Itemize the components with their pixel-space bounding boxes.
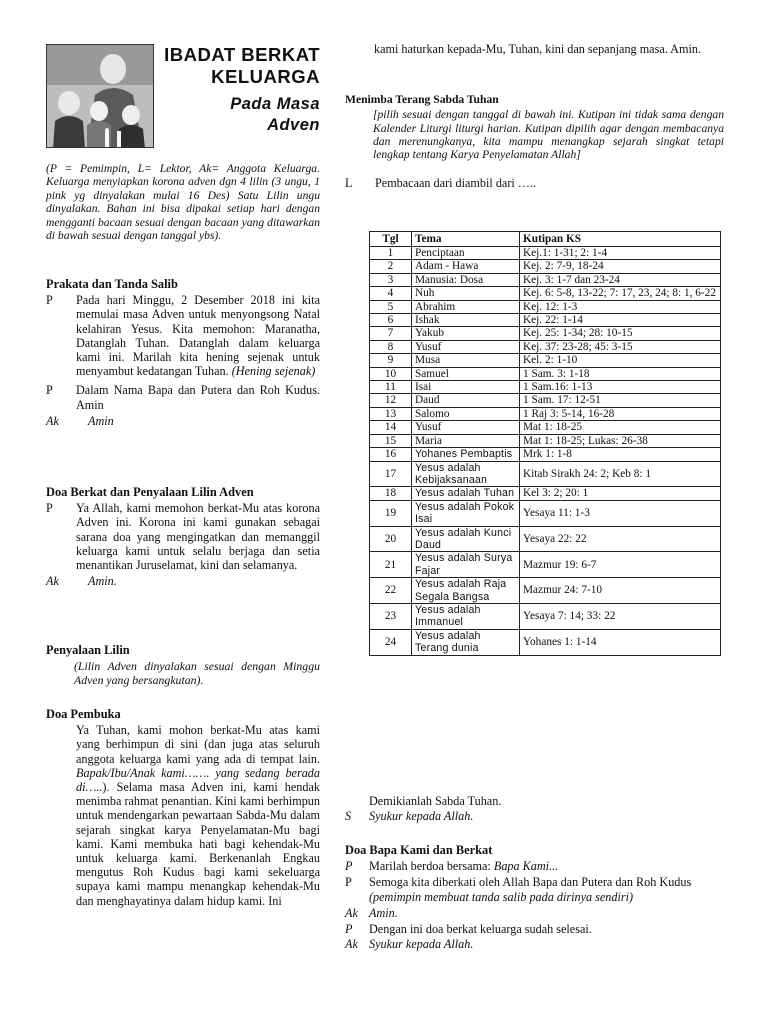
cell-tgl: 23: [370, 603, 412, 629]
cell-kutipan: 1 Raj 3: 5-14, 16-28: [520, 407, 721, 420]
cell-kutipan: Yesaya 11: 1-3: [520, 500, 721, 526]
cell-tema: Ishak: [412, 314, 520, 327]
cell-tema: Nuh: [412, 287, 520, 300]
cell-tgl: 13: [370, 407, 412, 420]
cell-tema: Manusia: Dosa: [412, 273, 520, 286]
speaker-label: Ak: [46, 574, 59, 589]
cell-kutipan: Mat 1: 18-25: [520, 421, 721, 434]
table-row: [370, 367, 721, 380]
section-doa-pembuka: [46, 707, 320, 908]
doa-berkat-ak-text: Amin.: [88, 574, 117, 589]
cell-tgl: 17: [370, 461, 412, 487]
cell-tema: Yesus adalah Terang dunia: [412, 629, 520, 655]
cell-kutipan: Yesaya 7: 14; 33: 22: [520, 603, 721, 629]
cell-tgl: 19: [370, 500, 412, 526]
doa-bapa-line-1-italic: Bapa Kami...: [493, 859, 559, 874]
table-row: [370, 487, 721, 500]
doa-berkat-heading: Doa Berkat dan Penyalaan Lilin Adven: [46, 485, 254, 499]
after-table-s: [345, 809, 724, 823]
document-header: [46, 44, 320, 150]
cell-tgl: 4: [370, 287, 412, 300]
cell-kutipan: Kej. 6: 5-8, 13-22; 7: 17, 23, 24; 8: 1, 6-22: [520, 287, 721, 300]
table-row: [370, 340, 721, 353]
cell-tema: Adam - Hawa: [412, 260, 520, 273]
table-header-kutipan: Kutipan KS: [520, 232, 721, 247]
table-row: [370, 552, 721, 578]
cell-kutipan: Kel 3: 2; 20: 1: [520, 487, 721, 500]
prakata-p1-italic: (Hening sejenak): [231, 364, 316, 379]
prakata-ak-text: Amin: [88, 413, 114, 428]
doa-bapa-line-2-italic: (pemimpin membuat tanda salib pada dirinya sendiri): [369, 889, 634, 904]
section-doa-berkat: [46, 485, 320, 588]
document-title: [164, 44, 320, 88]
speaker-label: P: [46, 383, 53, 398]
doa-bapa-line-4-text: Dengan ini doa berkat keluarga sudah selesai.: [369, 922, 592, 937]
cell-tema: Daud: [412, 394, 520, 407]
cell-tgl: 16: [370, 448, 412, 461]
doa-berkat-text: Ya Allah, kami memohon berkat-Mu atas korona Adven ini. Korona ini kami gunakan sebagai sarana doa yang mengingatkan dan memanggil keluarga kami untuk selalu berjaga dan setia menantikan Juruselamat, kini dan selamanya.: [76, 501, 320, 573]
section-penyalaan: [46, 643, 320, 687]
cell-tema: Maria: [412, 434, 520, 447]
cell-kutipan: Kej. 3: 1-7 dan 23-24: [520, 273, 721, 286]
cell-kutipan: Yesaya 22: 22: [520, 526, 721, 552]
table-row: [370, 603, 721, 629]
speaker-label: Ak: [46, 413, 59, 428]
cell-tgl: 3: [370, 273, 412, 286]
doa-pembuka-part-a: Ya Tuhan, kami mohon berkat-Mu atas kami yang berhimpun di sini (dan juga atas seluruh anggota keluarga kami yang ada di tempat lain.: [76, 723, 320, 766]
cell-tgl: 9: [370, 354, 412, 367]
cell-tema: Penciptaan: [412, 247, 520, 260]
cell-tema: Yusuf: [412, 340, 520, 353]
table-row: [370, 394, 721, 407]
cell-tema: Abrahim: [412, 300, 520, 313]
doa-bapa-line-2-text: [369, 875, 724, 903]
cell-tema: Yesus adalah Raja Segala Bangsa: [412, 578, 520, 604]
prakata-p2-text: Dalam Nama Bapa dan Putera dan Roh Kudus. Amin: [76, 383, 320, 412]
table-row: [370, 526, 721, 552]
cell-tgl: 7: [370, 327, 412, 340]
cell-tgl: 24: [370, 629, 412, 655]
table-row: [370, 354, 721, 367]
table-header-tgl: Tgl: [370, 232, 412, 247]
cell-tgl: 14: [370, 421, 412, 434]
doa-bapa-line-2: [345, 875, 724, 903]
doa-bapa-line-4: [345, 922, 724, 936]
speaker-label: Ak: [345, 937, 358, 952]
doa-pembuka-part-b: ). Selama masa Adven ini, kami hendak menimba rahmat penantian. Kini kami berhimpun untuk mendengarkan pewartaan Sabda-Mu dalam sejarah singkat karya Penyelamatan-Mu bagi kami. Kami membuka hati bagi kehendak-Mu untuk keluarga kami. Berkenanlah Engkau mengutus Roh Kudus bagi kami sekeluarga supaya kami mampu menangkap kehendak-Mu dan menghayatinya dalam hidup kami. Ini: [76, 780, 320, 908]
cell-tema: Yakub: [412, 327, 520, 340]
after-table-s-text: Syukur kepada Allah.: [369, 809, 474, 824]
table-row: [370, 448, 721, 461]
speaker-label: P: [345, 922, 353, 937]
table-row: [370, 461, 721, 487]
speaker-label: P: [345, 859, 353, 874]
cell-kutipan: Kej. 25: 1-34; 28: 10-15: [520, 327, 721, 340]
cell-tgl: 2: [370, 260, 412, 273]
table-header-tema: Tema: [412, 232, 520, 247]
doa-pembuka-continued: kami haturkan kepada-Mu, Tuhan, kini dan sepanjang masa. Amin.: [374, 42, 701, 56]
table-row: [370, 273, 721, 286]
doa-bapa-line-5-text: Syukur kepada Allah.: [369, 937, 474, 952]
doa-pembuka-heading: Doa Pembuka: [46, 707, 121, 721]
table-row: [370, 314, 721, 327]
family-photo: [46, 44, 154, 148]
menimba-heading: Menimba Terang Sabda Tuhan: [345, 93, 499, 106]
cell-kutipan: Kitab Sirakh 24: 2; Keb 8: 1: [520, 461, 721, 487]
cell-tema: Yohanes Pembaptis: [412, 448, 520, 461]
penyalaan-text: (Lilin Adven dinyalakan sesuai dengan Minggu Adven yang bersangkutan).: [74, 659, 320, 688]
cell-tema: Yesus adalah Immanuel: [412, 603, 520, 629]
doa-bapa-line-2-body: Semoga kita diberkati oleh Allah Bapa dan Putera dan Roh Kudus: [369, 875, 692, 890]
title-line-1: IBADAT BERKAT: [164, 44, 320, 65]
cell-kutipan: Kej. 2: 7-9, 18-24: [520, 260, 721, 273]
cell-kutipan: 1 Sam. 3: 1-18: [520, 367, 721, 380]
cell-tgl: 20: [370, 526, 412, 552]
section-prakata: [46, 277, 320, 428]
doa-bapa-heading: Doa Bapa Kami dan Berkat: [345, 843, 493, 857]
cell-kutipan: Kej. 22: 1-14: [520, 314, 721, 327]
speaker-label: P: [345, 875, 352, 890]
table-header-row: [370, 232, 721, 247]
speaker-label: S: [345, 809, 352, 824]
table-row: [370, 327, 721, 340]
intro-note: (P = Pemimpin, L= Lektor, Ak= Anggota Keluarga. Keluarga menyiapkan korona adven dgn 4 lilin (3 ungu, 1 pink yg dinyalakan mulai 16 Des) Satu Lilin ungu dinyalakan. Bahan ini bisa dipakai setiap hari dengan mengganti bacaan sesuai dengan bacaan yang ditawarkan di bawah sesuai dengan tanggal ybs).: [46, 162, 320, 243]
cell-kutipan: 1 Sam. 17: 12-51: [520, 394, 721, 407]
cell-tema: Yesus adalah Tuhan: [412, 487, 520, 500]
reading-table: [369, 231, 721, 656]
doa-bapa-line-1-body: Marilah berdoa bersama:: [369, 859, 491, 874]
doa-berkat-ak: [46, 574, 320, 588]
table-row: [370, 247, 721, 260]
cell-kutipan: Mazmur 19: 6-7: [520, 552, 721, 578]
cell-tgl: 8: [370, 340, 412, 353]
family-photo-illustration: [47, 45, 154, 148]
table-row: [370, 381, 721, 394]
prakata-p1-body: Pada hari Minggu, 2 Desember 2018 ini kita memulai masa Adven untuk menyongsong Natal kelahiran Yesus. Kita memohon: Maranatha, Datanglah Tuhan. Datanglah dalam keluarga kami ini. Marilah kita hening sejenak untuk menyambut kedatangan Tuhan.: [76, 293, 320, 379]
cell-tema: Yesus adalah Kunci Daud: [412, 526, 520, 552]
cell-tema: Yesus adalah Pokok Isai: [412, 500, 520, 526]
prakata-heading: Prakata dan Tanda Salib: [46, 277, 178, 291]
cell-tema: Yesus adalah Kebijaksanaan: [412, 461, 520, 487]
doa-pembuka-italic: Bapak/Ibu/Anak kami……. yang sedang berada di…..: [76, 765, 320, 795]
table-row: [370, 300, 721, 313]
cell-tgl: 15: [370, 434, 412, 447]
cell-tgl: 1: [370, 247, 412, 260]
doa-bapa-line-1: [345, 859, 724, 873]
cell-tgl: 12: [370, 394, 412, 407]
menimba-l-text: Pembacaan dari diambil dari …..: [375, 175, 537, 190]
table-row: [370, 629, 721, 655]
table-row: [370, 287, 721, 300]
penyalaan-heading: Penyalaan Lilin: [46, 643, 130, 657]
cell-kutipan: Kel. 2: 1-10: [520, 354, 721, 367]
speaker-label: P: [46, 293, 53, 308]
speaker-label: L: [345, 175, 353, 190]
prakata-p1-text: [76, 293, 320, 378]
cell-tgl: 22: [370, 578, 412, 604]
menimba-l: [345, 176, 724, 190]
cell-kutipan: Mrk 1: 1-8: [520, 448, 721, 461]
cell-kutipan: Kej.1: 1-31; 2: 1-4: [520, 247, 721, 260]
doa-bapa-line-3: [345, 906, 724, 920]
subtitle-line-1: Pada Masa: [230, 95, 320, 113]
speaker-label: P: [46, 501, 53, 516]
cell-tema: Musa: [412, 354, 520, 367]
section-menimba: [345, 93, 724, 190]
section-after-table: [345, 794, 724, 823]
table-row: [370, 260, 721, 273]
table-row: [370, 407, 721, 420]
doa-pembuka-text: [46, 723, 320, 908]
doa-bapa-line-3-text: Amin.: [369, 905, 398, 920]
sabda-tuhan-text: Demikianlah Sabda Tuhan.: [369, 794, 502, 808]
cell-tema: Isai: [412, 381, 520, 394]
cell-kutipan: Kej. 37: 23-28; 45: 3-15: [520, 340, 721, 353]
cell-tgl: 10: [370, 367, 412, 380]
doa-bapa-line-1-text: [369, 859, 724, 873]
cell-tgl: 18: [370, 487, 412, 500]
menimba-note: [pilih sesuai dengan tanggal di bawah ini. Kutipan ini tidak sama dengan Kalender Liturgi liturgi harian. Kutipan dipilih agar dengan membacanya dan merenungkanya, kita mampu menangkap sejarah singkat tetapi lengkap tentang Karya Penyelamatan Allah]: [373, 108, 724, 162]
section-doa-bapa: [345, 843, 724, 951]
table-row: [370, 421, 721, 434]
cell-tema: Salomo: [412, 407, 520, 420]
cell-tema: Samuel: [412, 367, 520, 380]
cell-kutipan: Kej. 12: 1-3: [520, 300, 721, 313]
doa-bapa-line-5: [345, 937, 724, 951]
cell-tgl: 5: [370, 300, 412, 313]
prakata-p1: [46, 293, 320, 378]
cell-tgl: 21: [370, 552, 412, 578]
cell-tgl: 11: [370, 381, 412, 394]
table-row: [370, 578, 721, 604]
prakata-ak: [46, 414, 320, 428]
cell-kutipan: 1 Sam.16: 1-13: [520, 381, 721, 394]
cell-tema: Yusuf: [412, 421, 520, 434]
prakata-p2: [46, 383, 320, 411]
table-body: [370, 247, 721, 656]
cell-kutipan: Mat 1: 18-25; Lukas: 26-38: [520, 434, 721, 447]
document-subtitle: [230, 94, 320, 136]
subtitle-line-2: Adven: [267, 116, 320, 134]
cell-kutipan: Yohanes 1: 1-14: [520, 629, 721, 655]
table-row: [370, 434, 721, 447]
table-row: [370, 500, 721, 526]
cell-tema: Yesus adalah Surya Fajar: [412, 552, 520, 578]
cell-kutipan: Mazmur 24: 7-10: [520, 578, 721, 604]
title-line-2: KELUARGA: [211, 66, 320, 87]
cell-tgl: 6: [370, 314, 412, 327]
speaker-label: Ak: [345, 905, 358, 920]
doa-berkat-p: [46, 501, 320, 572]
